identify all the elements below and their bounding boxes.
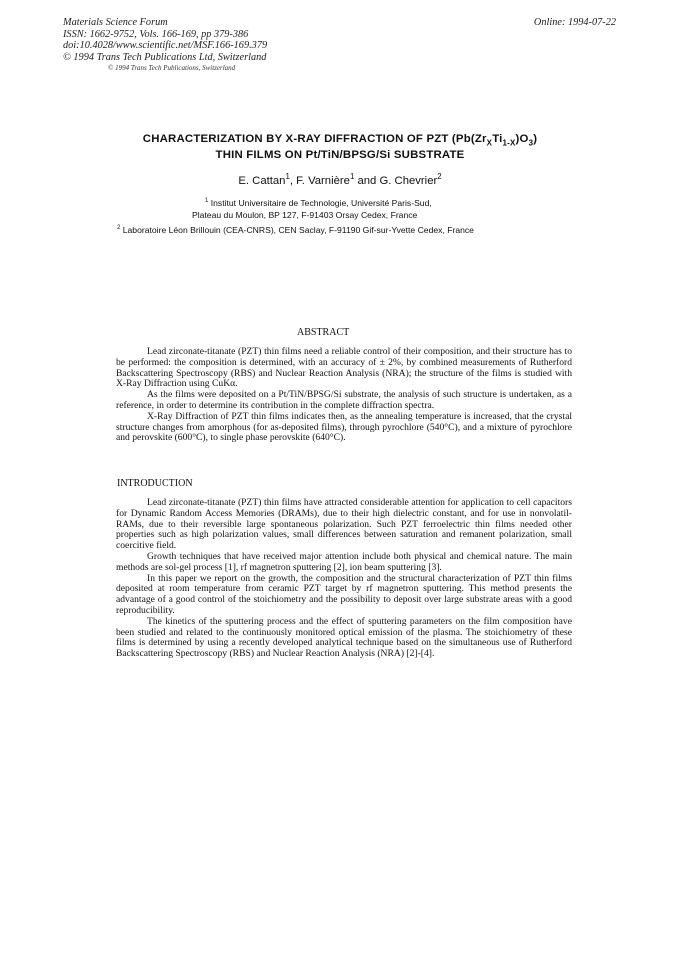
author-name: G. Chevrier [379, 175, 438, 187]
abstract-body [116, 347, 572, 444]
title-subscript-3: 3 [528, 138, 534, 148]
title-prefix: CHARACTERIZATION BY X-RAY DIFFRACTION OF PZT (Pb(Zr [142, 133, 487, 145]
abstract-heading: ABSTRACT [297, 327, 350, 338]
introduction-paragraph: The kinetics of the sputtering process and the effect of sputtering parameters on the film composition have been studied and related to the continuously monitored optical emission of the plasma. The stoichiometry of these films is determined by using a recently developed analytical technique based on the simultaneous use of Rutherford Backscattering Spectroscopy (RBS) and Nuclear Reaction Analysis (NRA) [2]-[4]. [116, 615, 572, 660]
affiliation-mark: 1 [205, 198, 209, 205]
introduction-body [116, 498, 572, 660]
copyright-line: © 1994 Trans Tech Publications Ltd, Switzerland [63, 51, 267, 63]
author-list [100, 172, 580, 187]
online-date: Online: 1994-07-22 [533, 17, 616, 28]
affiliation-1-line-1 [205, 198, 432, 208]
author-name: F. Varnière [296, 175, 350, 187]
title-close: ) [533, 133, 538, 145]
author-separator: and [354, 175, 380, 187]
title-subscript-1-x: 1-X [502, 138, 516, 148]
title-o: )O [515, 133, 529, 145]
affiliation-2 [117, 225, 474, 235]
author-affiliation-mark: 1 [285, 172, 290, 182]
introduction-paragraph: Growth techniques that have received major attention include both physical and chemical nature. The main methods are sol-gel process [1], rf magnetron sputtering [2], ion beam sputtering [3]. [116, 550, 572, 573]
publication-metadata [63, 17, 267, 63]
affiliation-text: Laboratoire Léon Brillouin (CEA-CNRS), CEN Saclay, F-91190 Gif-sur-Yvette Cedex, France [122, 225, 474, 235]
publisher-stamp: © 1994 Trans Tech Publications, Switzerland [108, 64, 236, 72]
issn-line: ISSN: 1662-9752, Vols. 166-169, pp 379-386 [63, 28, 249, 40]
paper-title-line-1 [100, 133, 580, 148]
author-name: E. Cattan [238, 175, 286, 187]
author-affiliation-mark: 1 [349, 172, 355, 182]
author-separator: , [289, 175, 297, 187]
abstract-paragraph: X-Ray Diffraction of PZT thin films indicates then, as the annealing temperature is increased, that the crystal structure changes from amorphous (for as-deposited films), through pyrochlore (540°C), and a mixture of pyrochlore and perovskite (600°C), to single phase perovskite (640°C). [116, 410, 572, 444]
affiliation-1-line-2: Plateau du Moulon, BP 127, F-91403 Orsay Cedex, France [192, 210, 418, 220]
affiliation-text: Institut Universitaire de Technologie, Université Paris-Sud, [210, 198, 432, 208]
title-ti: Ti [492, 133, 503, 145]
paper-title-line-2: THIN FILMS ON Pt/TiN/BPSG/Si SUBSTRATE [215, 149, 465, 161]
journal-name: Materials Science Forum [63, 17, 168, 28]
affiliation-mark: 2 [117, 225, 121, 232]
introduction-heading: INTRODUCTION [117, 478, 193, 489]
doi-line: doi:10.4028/www.scientific.net/MSF.166-169.379 [63, 40, 268, 52]
introduction-paragraph: Lead zirconate-titanate (PZT) thin films have attracted considerable attention for application to cell capacitors for Dynamic Random Access Memories (DRAMs), due to their high dielectric constant, and for use in nonvolatil-RAMs, due to their reversible large spontaneous polarization. Such PZT ferroelectric thin films needed other properties such as high polarization values, small differences between saturation and remanent polarization, small coercitive field. [116, 497, 572, 552]
title-subscript-x: X [486, 138, 493, 148]
introduction-paragraph: In this paper we report on the growth, the composition and the structural characterization of PZT thin films deposited at room temperature from ceramic PZT target by rf magnetron sputtering. This method presents the advantage of a good control of the stoichiometry and the possibility to deposit over large substrate areas with a good reproducibility. [116, 572, 572, 616]
abstract-paragraph: As the films were deposited on a Pt/TiN/BPSG/Si substrate, the analysis of such structure is undertaken, as a reference, in order to determine its contribution in the complete diffraction spectra. [116, 389, 572, 411]
abstract-paragraph: Lead zirconate-titanate (PZT) thin films need a reliable control of their composition, and their structure has to be performed: the composition is determined, with an accuracy of ± 2%, by combined measurements of Rutherford Backscattering Spectroscopy (RBS) and Nuclear Reaction Analysis (NRA); the structure of the films is studied with X-Ray Diffraction using CuKα. [116, 346, 572, 390]
author-affiliation-mark: 2 [437, 172, 442, 182]
